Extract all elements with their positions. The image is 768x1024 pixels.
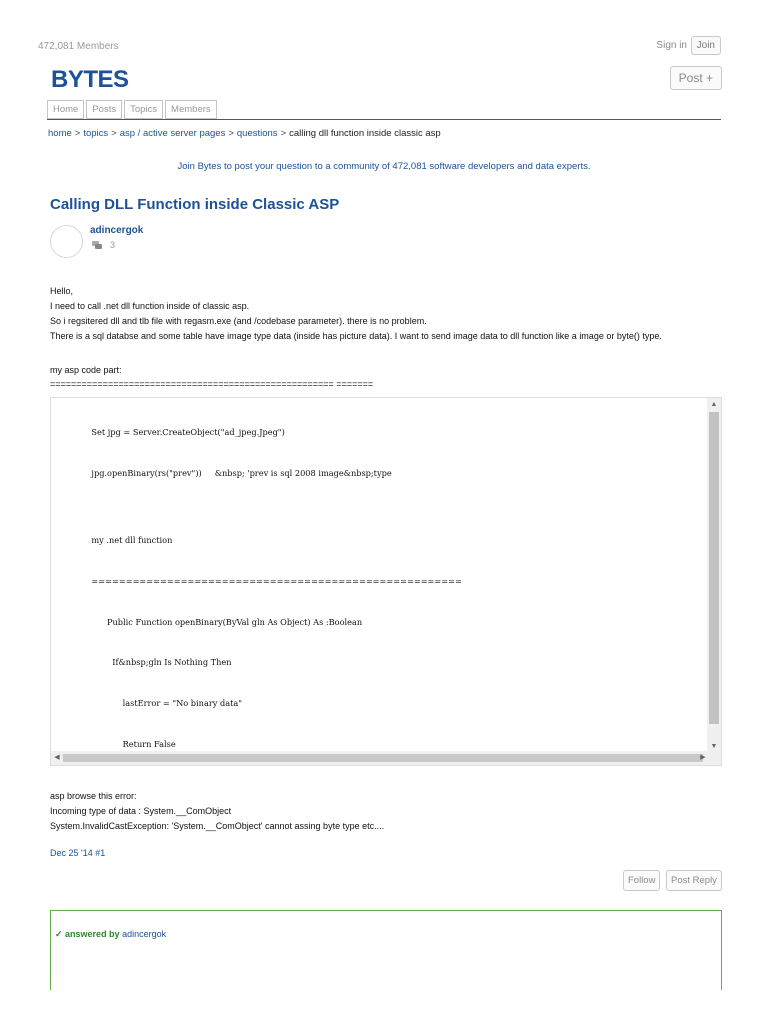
answer-box bbox=[50, 910, 722, 990]
scroll-right-icon[interactable]: ▶ bbox=[700, 754, 706, 761]
avatar[interactable] bbox=[50, 225, 83, 258]
join-button[interactable]: Join bbox=[691, 36, 721, 55]
code-block[interactable] bbox=[50, 397, 722, 766]
reply-count bbox=[92, 240, 115, 250]
question-body bbox=[50, 284, 662, 344]
breadcrumb-asp[interactable]: asp / active server pages bbox=[119, 128, 226, 139]
code-separator: ====================================================== ======= bbox=[50, 378, 374, 389]
page-title: Calling DLL Function inside Classic ASP bbox=[50, 196, 340, 213]
code-line: If&nbsp;gln Is Nothing Then bbox=[81, 657, 232, 668]
error-line: asp browse this error: bbox=[50, 791, 137, 801]
code-lines bbox=[81, 399, 553, 766]
post-button[interactable]: Post + bbox=[670, 66, 722, 90]
nav-members[interactable]: Members bbox=[165, 100, 217, 119]
horizontal-scrollbar[interactable] bbox=[51, 751, 722, 765]
vertical-scroll-thumb[interactable] bbox=[709, 412, 719, 724]
sign-in-link[interactable]: Sign in bbox=[656, 40, 687, 51]
answer-author-link[interactable]: adincergok bbox=[122, 929, 167, 939]
author-link[interactable]: adincergok bbox=[90, 225, 144, 236]
body-line: I need to call .net dll function inside of classic asp. bbox=[50, 301, 250, 311]
post-date-link[interactable]: Dec 25 '14 #1 bbox=[50, 848, 106, 858]
body-line: There is a sql databse and some table have image type data (inside has picture data). I want to send image data to dll function like a image or byte() type. bbox=[50, 331, 662, 341]
nav-divider bbox=[47, 119, 721, 120]
answered-by bbox=[55, 929, 166, 940]
join-banner[interactable]: Join Bytes to post your question to a community of 472,081 software developers and data experts. bbox=[177, 161, 591, 172]
post-reply-button[interactable]: Post Reply bbox=[666, 870, 722, 891]
code-label: my asp code part: bbox=[50, 365, 122, 375]
nav-posts[interactable]: Posts bbox=[86, 100, 122, 119]
code-line: jpg.openBinary(rs("prev")) &nbsp; 'prev is sql 2008 image&nbsp;type bbox=[81, 467, 392, 478]
error-description bbox=[50, 789, 384, 834]
breadcrumb-questions[interactable]: questions bbox=[236, 128, 278, 139]
code-line: Return False bbox=[81, 738, 176, 749]
scroll-up-icon[interactable]: ▲ bbox=[710, 401, 718, 408]
breadcrumb: home > topics > asp / active server pages > questions > calling dll function inside classic asp bbox=[48, 128, 441, 139]
code-line: lastError = "No binary data" bbox=[81, 698, 243, 709]
members-count: 472,081 Members bbox=[38, 41, 119, 52]
breadcrumb-topics[interactable]: topics bbox=[83, 128, 109, 139]
breadcrumb-current: calling dll function inside classic asp bbox=[289, 128, 441, 139]
body-line: Hello, bbox=[50, 286, 74, 296]
follow-button[interactable]: Follow bbox=[623, 870, 660, 891]
horizontal-scroll-thumb[interactable] bbox=[63, 754, 703, 762]
scroll-left-icon[interactable]: ◀ bbox=[54, 754, 60, 761]
code-line: Public Function openBinary(ByVal gln As Object) As :Boolean bbox=[81, 616, 363, 627]
nav-home[interactable]: Home bbox=[47, 100, 84, 119]
reply-count-value: 3 bbox=[110, 240, 116, 250]
bytes-logo[interactable]: BYTES bbox=[51, 66, 129, 93]
scroll-down-icon[interactable]: ▼ bbox=[710, 743, 718, 750]
error-line: Incoming type of data : System.__ComObject bbox=[50, 806, 232, 816]
chat-bubbles-icon bbox=[92, 241, 103, 250]
main-nav bbox=[47, 100, 217, 119]
breadcrumb-home[interactable]: home bbox=[48, 128, 72, 139]
vertical-scrollbar[interactable] bbox=[707, 398, 721, 753]
code-intro bbox=[50, 364, 373, 391]
code-line: my .net dll function bbox=[81, 535, 173, 546]
body-line: So i regsitered dll and tlb file with regasm.exe (and /codebase parameter). there is no problem. bbox=[50, 316, 427, 326]
error-line: System.InvalidCastException: 'System.__ComObject' cannot assing byte type etc.... bbox=[50, 821, 385, 831]
answered-by-label: ✓ answered by bbox=[55, 929, 120, 939]
code-line: Set jpg = Server.CreateObject("ad_jpeg.Jpeg") bbox=[81, 427, 285, 438]
nav-topics[interactable]: Topics bbox=[124, 100, 163, 119]
top-bar bbox=[38, 36, 721, 56]
code-line: ====================================================== bbox=[81, 576, 462, 587]
